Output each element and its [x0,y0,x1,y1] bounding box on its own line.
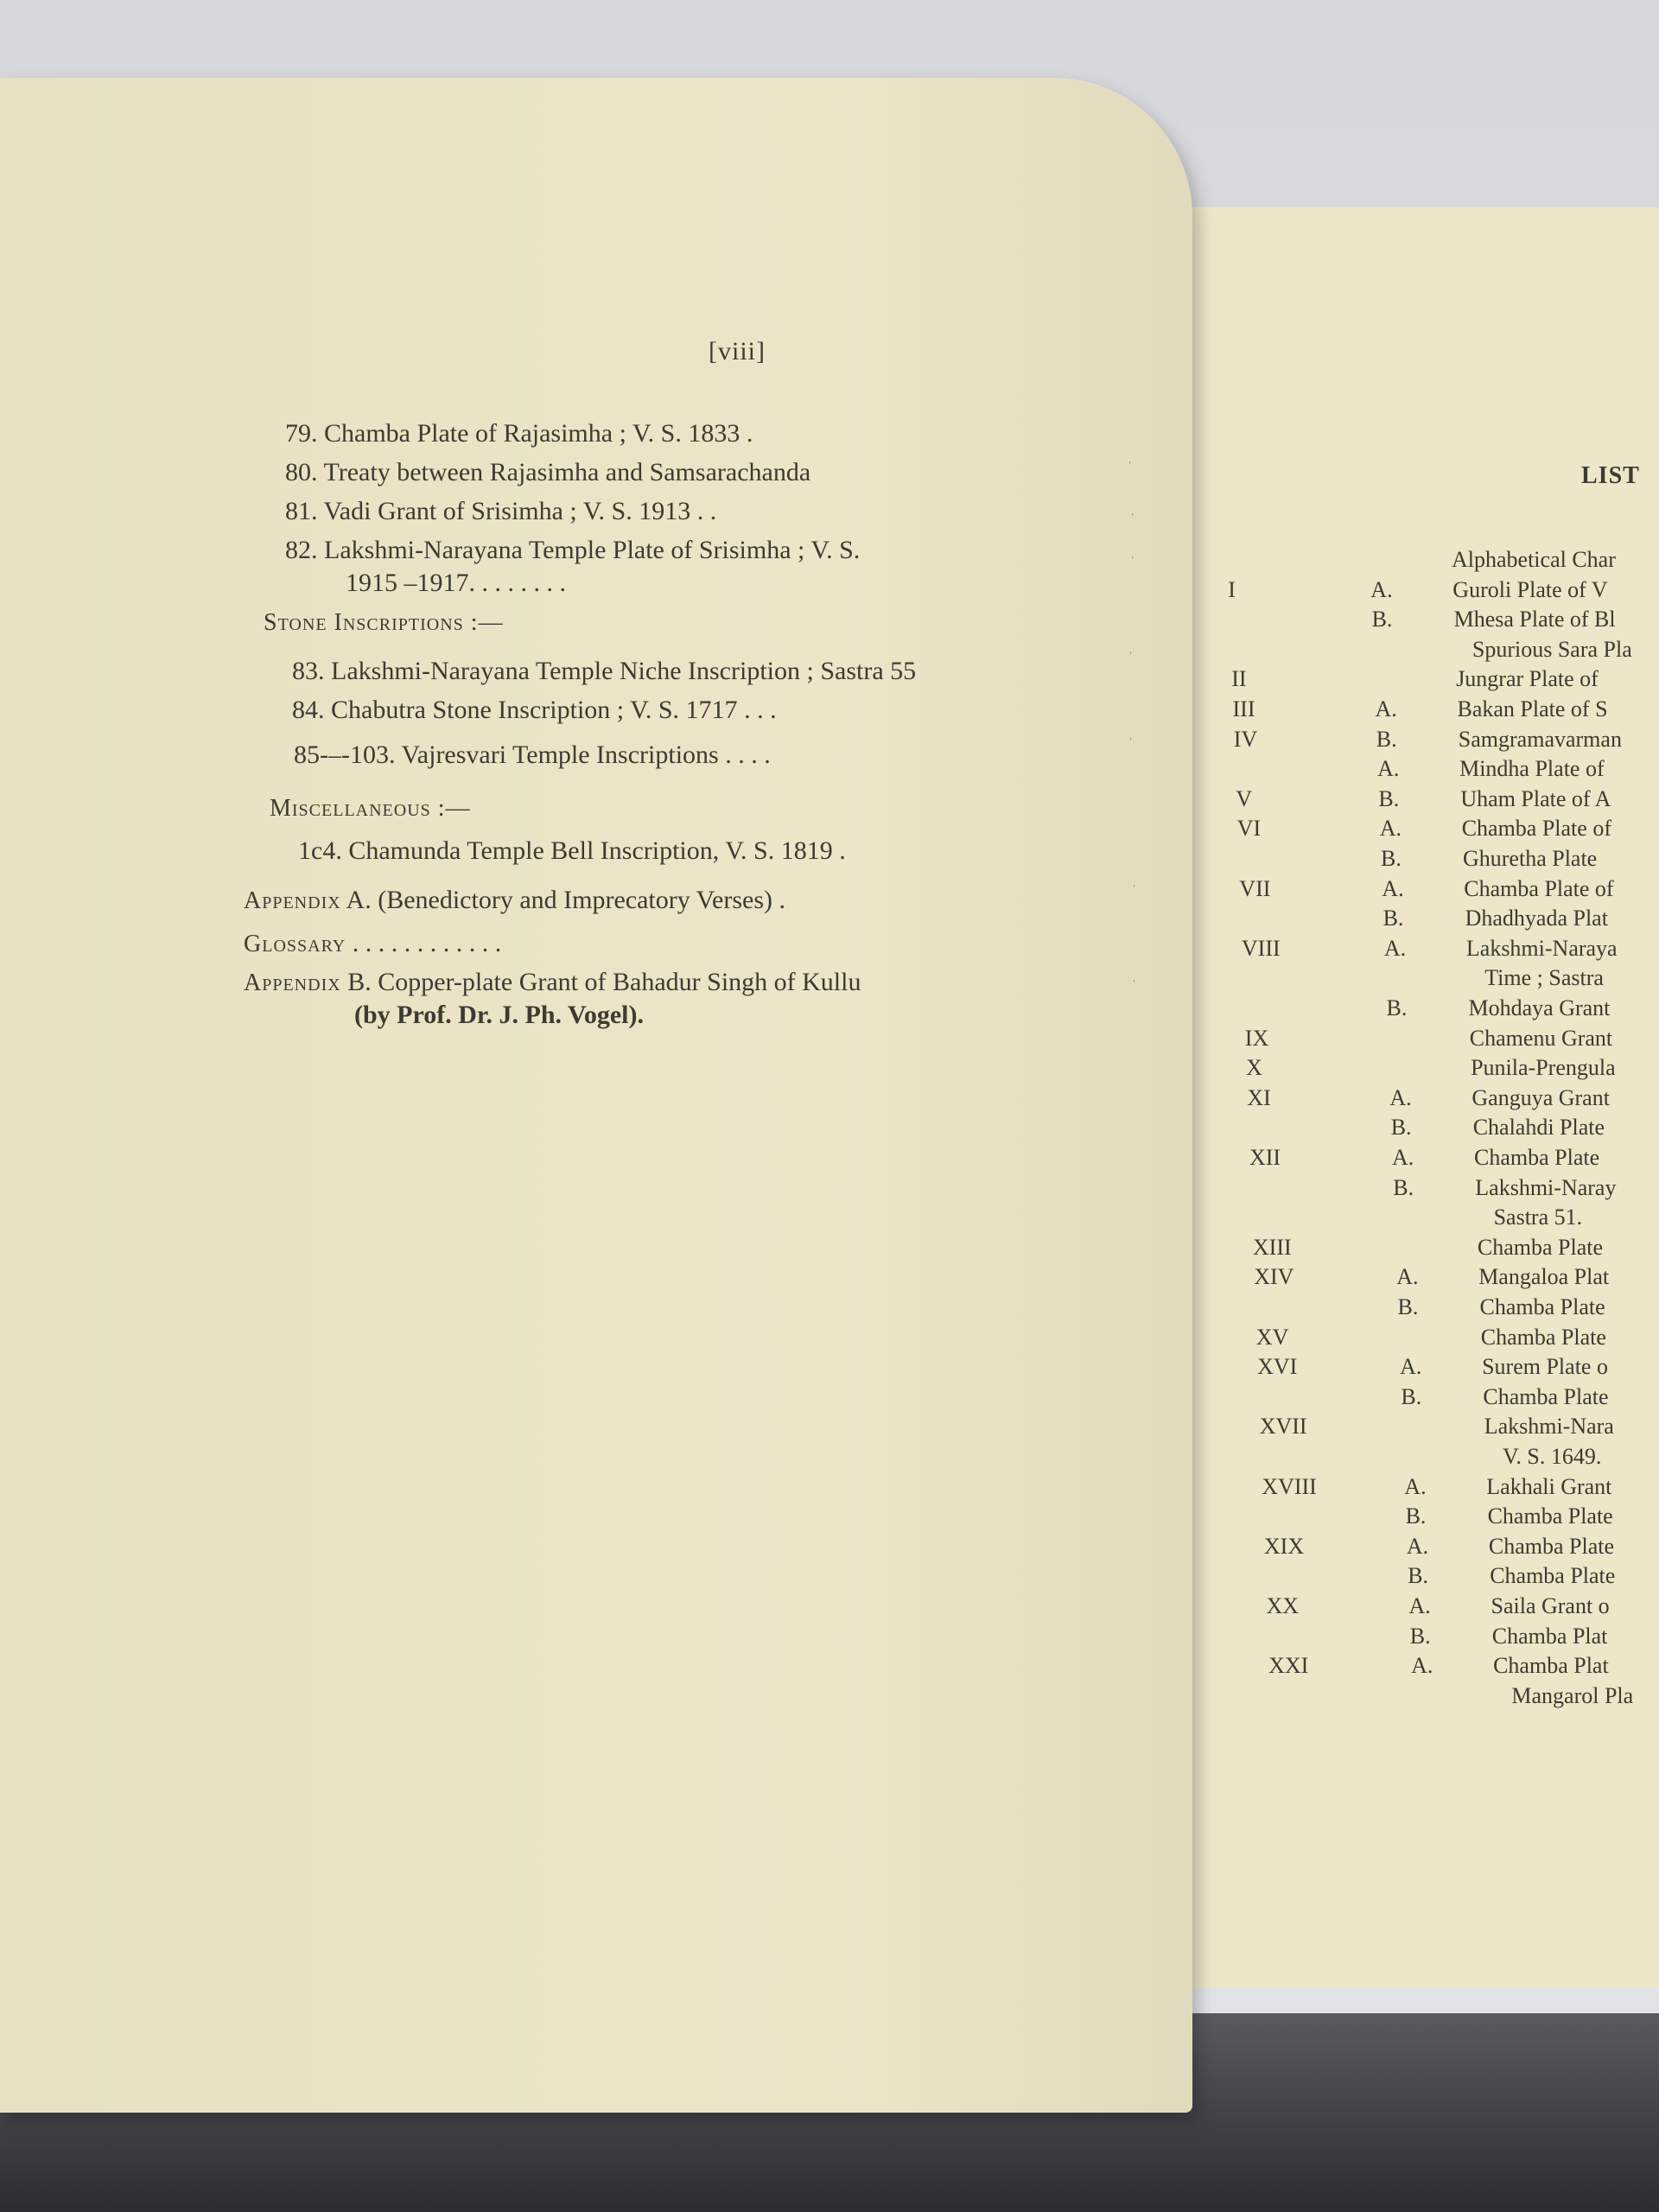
plate-title: Mindha Plate of [1459,756,1605,782]
entry-leader: . . . . . . . [481,569,566,597]
entry-leader: . . . . . . . . . . . . [352,929,502,957]
plate-letter: B. [1390,1115,1412,1141]
list-item [1166,1235,1659,1261]
plate-number: XIV [1254,1264,1294,1290]
plate-title: Bakan Plate of S [1457,696,1608,721]
list-item [1160,1085,1659,1111]
plate-title: Chamba Plate [1487,1503,1613,1529]
entry-leader: . . [696,497,717,525]
list-item [1177,1503,1659,1529]
list-item [1147,727,1659,753]
plate-letter: B. [1401,1383,1422,1409]
list-item [1180,1593,1659,1619]
list-item [1141,547,1659,573]
entry-text: Lakshmi-Narayana Temple Plate of Srisimha ; V. S. [324,536,861,564]
plate-letter: B. [1376,726,1397,752]
plate-title: Chamba Plate of [1464,875,1614,901]
entry-82 [285,536,860,565]
list-item [1167,1264,1659,1290]
plate-title: Ganguya Grant [1471,1084,1610,1110]
list-item [1183,1683,1659,1709]
plate-letter: A. [1389,1084,1412,1110]
plate-title: Alphabetical Char [1452,547,1616,572]
plate-title: Lakhali Grant [1486,1473,1612,1499]
plate-number: IV [1233,726,1258,752]
plate-number: XV [1255,1324,1289,1350]
plate-number: I [1228,576,1236,602]
entry-text: Vajresvari Temple Inscriptions [401,741,719,769]
plate-title: Chamba Plate [1490,1563,1616,1589]
list-item [1154,906,1659,931]
list-item [1153,876,1659,902]
page-number: [viii] [709,337,766,365]
plate-letter: B. [1381,846,1402,871]
list-item [1162,1115,1659,1141]
glossary [244,929,501,958]
plate-letter: B. [1397,1294,1419,1319]
plate-title: Surem Plate o [1482,1354,1608,1380]
list-item [1178,1534,1659,1560]
list-item [1143,607,1659,632]
plate-title: Chamba Plate [1479,1294,1605,1319]
plate-title: Mangarol Pla [1511,1682,1634,1708]
plate-title: Chamba Plate [1483,1383,1609,1409]
list-item [1179,1563,1659,1589]
entry-number: 82. [285,536,318,564]
plate-number: XVI [1257,1354,1298,1380]
list-item [1159,1026,1659,1052]
plate-letter: B. [1386,995,1408,1020]
plate-title: Mohdaya Grant [1468,995,1611,1020]
list-item [1160,1055,1659,1081]
plate-title: Chalahdi Plate [1472,1115,1605,1141]
plate-title: Chamba Plate [1477,1234,1604,1260]
list-item [1182,1653,1659,1679]
plate-letter: B. [1378,785,1400,811]
plate-number: XXI [1268,1653,1309,1679]
list-item [1158,995,1659,1021]
plate-title: Chamba Plate [1488,1533,1615,1559]
plate-title: Chamba Plate [1474,1145,1600,1170]
plate-letter: A. [1400,1354,1422,1380]
entry-leader: . [779,886,785,914]
list-item [1156,965,1659,991]
list-item [1141,577,1659,603]
plate-letter: A. [1375,696,1397,721]
appendix-a [244,886,785,915]
entry-83 [292,657,916,686]
plate-number: XIX [1263,1533,1305,1559]
list-item [1170,1325,1659,1351]
list-item [1175,1474,1659,1500]
section-miscellaneous: Miscellaneous :— [270,795,471,822]
plate-title: Lakshmi-Naray [1475,1174,1617,1200]
plate-title: Lakshmi-Naraya [1465,935,1618,961]
entry-104 [298,836,846,866]
plate-number: VI [1236,816,1262,842]
plate-title: Saila Grant o [1491,1593,1610,1618]
plate-title: V. S. 1649. [1503,1444,1602,1469]
entry-text: 1915 –1917. [346,569,475,597]
plate-letter: A. [1377,756,1400,782]
appendix-b [244,968,861,997]
plate-number: V [1236,785,1253,811]
entry-85-103 [294,741,771,770]
entry-81 [285,497,716,526]
plate-number: XII [1249,1145,1281,1170]
plate-title: Ghuretha Plate [1463,846,1598,871]
list-item [1147,696,1659,722]
entry-number: 85-–-103. [294,741,396,769]
entry-leader: . [839,836,846,865]
plate-letter: A. [1411,1653,1433,1679]
plate-title: Lakshmi-Nara [1484,1414,1614,1440]
list-item [1149,786,1659,812]
right-page-title: LIST [1581,462,1640,489]
entry-text: Lakshmi-Narayana Temple Niche Inscription ; Sastra 55 [331,657,917,685]
entry-text: Chamba Plate of Rajasimha ; V. S. 1833 [324,419,741,448]
bleed-through-marks: ˌ ˌ ˌ ˌ ˌ ˌ ˌ [1128,449,1137,982]
list-item [1172,1384,1659,1410]
plate-number: II [1231,666,1247,692]
plate-letter: A. [1370,576,1393,602]
plate-letter: A. [1406,1533,1429,1559]
plate-title: Chamba Plat [1491,1623,1608,1649]
appendix-text: A. (Benedictory and Imprecatory Verses) [346,886,772,914]
list-item [1171,1354,1659,1380]
plate-letter: A. [1396,1264,1419,1290]
entry-text: Chabutra Stone Inscription ; V. S. 1717 [331,696,738,724]
plate-number: III [1232,696,1255,721]
plate-letter: B. [1409,1623,1431,1649]
entry-number: 83. [292,657,325,685]
entry-text: Chamunda Temple Bell Inscription, V. S. 1819 [348,836,833,865]
entry-82-continued [346,569,566,598]
plate-title: Dhadhyada Plat [1465,906,1608,931]
plate-letter: B. [1371,607,1393,632]
plate-title: Samgramavarman [1458,726,1622,752]
right-page [1141,207,1659,1987]
plate-letter: B. [1382,906,1404,931]
plate-title: Sastra 51. [1493,1205,1583,1230]
plate-letter: A. [1379,816,1402,842]
entry-text: Treaty between Rajasimha and Samsarachanda [323,458,811,486]
plate-title: Punila-Prengula [1471,1055,1616,1081]
list-item [1166,1205,1659,1230]
plate-letter: A. [1408,1593,1431,1618]
entry-leader: . . . . [725,741,771,769]
plate-number: XI [1247,1084,1271,1110]
appendix-label: Appendix [244,887,341,914]
entry-number: 81. [285,497,318,525]
left-page [0,78,1192,2113]
plate-title: Chamba Plat [1493,1653,1609,1679]
entry-text: Vadi Grant of Srisimha ; V. S. 1913 [323,497,691,525]
section-stone-inscriptions: Stone Inscriptions :— [264,609,504,636]
list-item [1155,936,1659,962]
plate-letter: B. [1393,1174,1414,1200]
plate-title: Jungrar Plate of [1456,666,1599,692]
plate-title: Chamenu Grant [1469,1025,1613,1051]
plate-number: VII [1239,875,1271,901]
plate-number: X [1246,1055,1262,1081]
plate-letter: A. [1392,1145,1414,1170]
plate-letter: B. [1405,1503,1427,1529]
entry-80 [285,458,810,487]
entry-79 [285,419,753,448]
plate-title: Guroli Plate of V [1452,576,1608,602]
plate-title: Chamba Plate of [1461,816,1611,842]
plate-letter: B. [1408,1563,1429,1589]
list-item [1145,666,1659,692]
plate-title: Mhesa Plate of Bl [1453,607,1616,632]
appendix-label: Appendix [244,969,341,996]
list-item [1148,756,1659,782]
entry-leader: . [746,419,753,448]
entry-number: 1c4. [298,836,342,865]
entry-number: 79. [285,419,318,448]
plate-title: Mangaloa Plat [1478,1264,1610,1290]
plate-number: XVIII [1262,1473,1317,1499]
list-item [1144,637,1659,663]
plate-title: Time ; Sastra [1484,965,1604,991]
entry-number: 84. [292,696,325,724]
plate-title: Spurious Sara Pla [1471,636,1632,662]
plate-number: XVII [1259,1414,1307,1440]
entry-84 [292,696,777,725]
appendix-b-note: (by Prof. Dr. J. Ph. Vogel). [354,1001,645,1029]
list-item [1174,1444,1659,1470]
list-item [1169,1294,1659,1320]
glossary-label: Glossary [244,931,346,957]
list-item [1152,846,1659,872]
list-item [1164,1175,1659,1201]
plate-title: Chamba Plate [1480,1324,1606,1350]
plate-title: Uham Plate of A [1460,785,1611,811]
plate-number: IX [1244,1025,1269,1051]
plate-number: XIII [1252,1234,1292,1260]
list-item [1181,1624,1659,1649]
plate-letter: A. [1382,875,1404,901]
plate-letter: A. [1383,935,1407,961]
appendix-text: B. Copper-plate Grant of Bahadur Singh of Kullu [347,968,861,996]
plate-number: XX [1266,1593,1300,1618]
list-item [1151,816,1659,842]
entry-number: 80. [285,458,318,486]
entry-leader: . . . [744,696,777,724]
list-item [1173,1414,1659,1440]
plate-letter: A. [1404,1473,1427,1499]
list-item [1163,1145,1659,1171]
plate-number: VIII [1241,935,1281,961]
